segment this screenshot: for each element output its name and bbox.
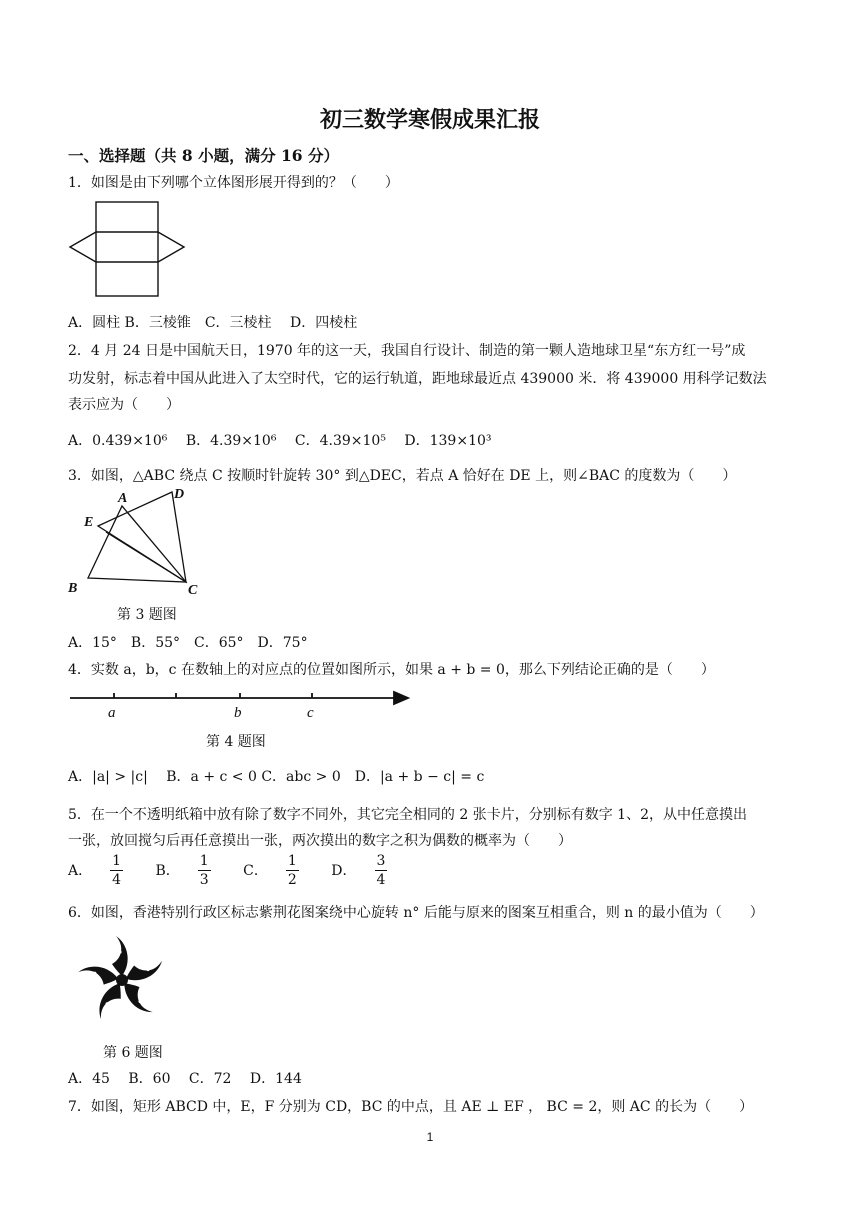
q5-option-c-fraction: [286, 852, 313, 889]
q2-line-3: 表示应为（ ）: [68, 397, 180, 413]
q4-label-a: a: [108, 705, 116, 721]
q6-caption: 第 6 题图: [103, 1045, 163, 1061]
q2-options: [68, 430, 506, 450]
q5-option-a-fraction: [110, 852, 137, 889]
q2-line-1: 2．4 月 24 日是中国航天日，1970 年的这一天，我国自行设计、制造的第一颗人造地球卫星“东方红一号”成: [68, 343, 746, 359]
q1-options: A．圆柱 B．三棱锥 C．三棱柱 D．四棱柱: [68, 315, 358, 331]
page-title: 初三数学寒假成果汇报: [319, 107, 540, 133]
q6-options: A．45 B．60 C．72 D．144: [68, 1071, 302, 1087]
q5-option-b-letter: B．: [155, 862, 180, 879]
q5-option-b-fraction: [198, 852, 225, 889]
q4-options: A．|a| > |c| B．a + c < 0 C．abc > 0 D．|a + b − c| = c: [68, 769, 485, 785]
q5-line-2: 一张，放回搅匀后再任意摸出一张，两次摸出的数字之积为偶数的概率为（ ）: [68, 833, 572, 849]
bauhinia-flower-figure: [72, 930, 172, 1030]
q5-option-c-num: 1: [287, 853, 297, 869]
q5-option-c-letter: C．: [243, 862, 268, 879]
q5-option-a-num: 1: [112, 853, 122, 869]
q3-label-e: E: [84, 515, 94, 530]
q7-stem: 7．如图，矩形 ABCD 中，E，F 分别为 CD，BC 的中点，且 AE ⊥ EF ， BC = 2，则 AC 的长为（ ）: [68, 1099, 754, 1115]
q5-option-d-den: 4: [376, 872, 386, 888]
q4-number-line: [68, 688, 412, 722]
q3-stem: 3．如图，△ABC 绕点 C 按顺时针旋转 30° 到△DEC，若点 A 恰好在 DE 上，则∠BAC 的度数为（ ）: [68, 468, 737, 484]
q2-option-d: D．139×10³: [404, 433, 492, 449]
q4-label-c: c: [307, 705, 314, 721]
q1-net-figure: [66, 200, 190, 300]
q3-options: A．15° B．55° C．65° D．75°: [68, 635, 308, 651]
q4-label-b: b: [234, 705, 242, 721]
q6-stem: 6．如图，香港特别行政区标志紫荆花图案绕中心旋转 n° 后能与原来的图案互相重合，则 n 的最小值为（ ）: [68, 905, 764, 921]
q5-option-b-num: 1: [199, 853, 209, 869]
q2-option-b: B．4.39×10⁶: [185, 433, 277, 449]
q5-option-b-den: 3: [199, 872, 209, 888]
q1-stem: 1．如图是由下列哪个立体图形展开得到的？（ ）: [68, 175, 399, 191]
q5-option-d-num: 3: [376, 853, 386, 869]
q3-triangle-figure: [66, 484, 216, 600]
page-number: 1: [426, 1130, 434, 1144]
q5-line-1: 5．在一个不透明纸箱中放有除了数字不同外，其它完全相同的 2 张卡片，分别标有数字 1、2，从中任意摸出: [68, 807, 747, 823]
q5-option-a-letter: A．: [68, 862, 93, 879]
q4-caption: 第 4 题图: [206, 734, 266, 750]
q3-label-a: A: [118, 491, 128, 506]
q5-option-c-den: 2: [287, 872, 297, 888]
q3-label-c: C: [188, 583, 198, 598]
q5-option-a-den: 4: [112, 872, 122, 888]
q5-option-d-letter: D．: [331, 862, 357, 879]
q2-option-a: A．0.439×10⁶: [68, 433, 168, 449]
q5-options: [68, 852, 415, 889]
q3-label-d: D: [174, 487, 185, 502]
q4-stem: 4．实数 a，b，c 在数轴上的对应点的位置如图所示，如果 a + b = 0，那么下列结论正确的是（ ）: [68, 662, 715, 678]
q3-label-b: B: [68, 581, 78, 596]
section-heading: 一、选择题（共 8 小题，满分 16 分）: [68, 146, 339, 165]
q3-caption: 第 3 题图: [117, 607, 177, 623]
q2-line-2: 功发射，标志着中国从此进入了太空时代，它的运行轨道，距地球最近点 439000 米．将 439000 用科学记数法: [68, 371, 767, 387]
q2-option-c: C．4.39×10⁵: [294, 433, 386, 449]
q5-option-d-fraction: [375, 852, 402, 889]
